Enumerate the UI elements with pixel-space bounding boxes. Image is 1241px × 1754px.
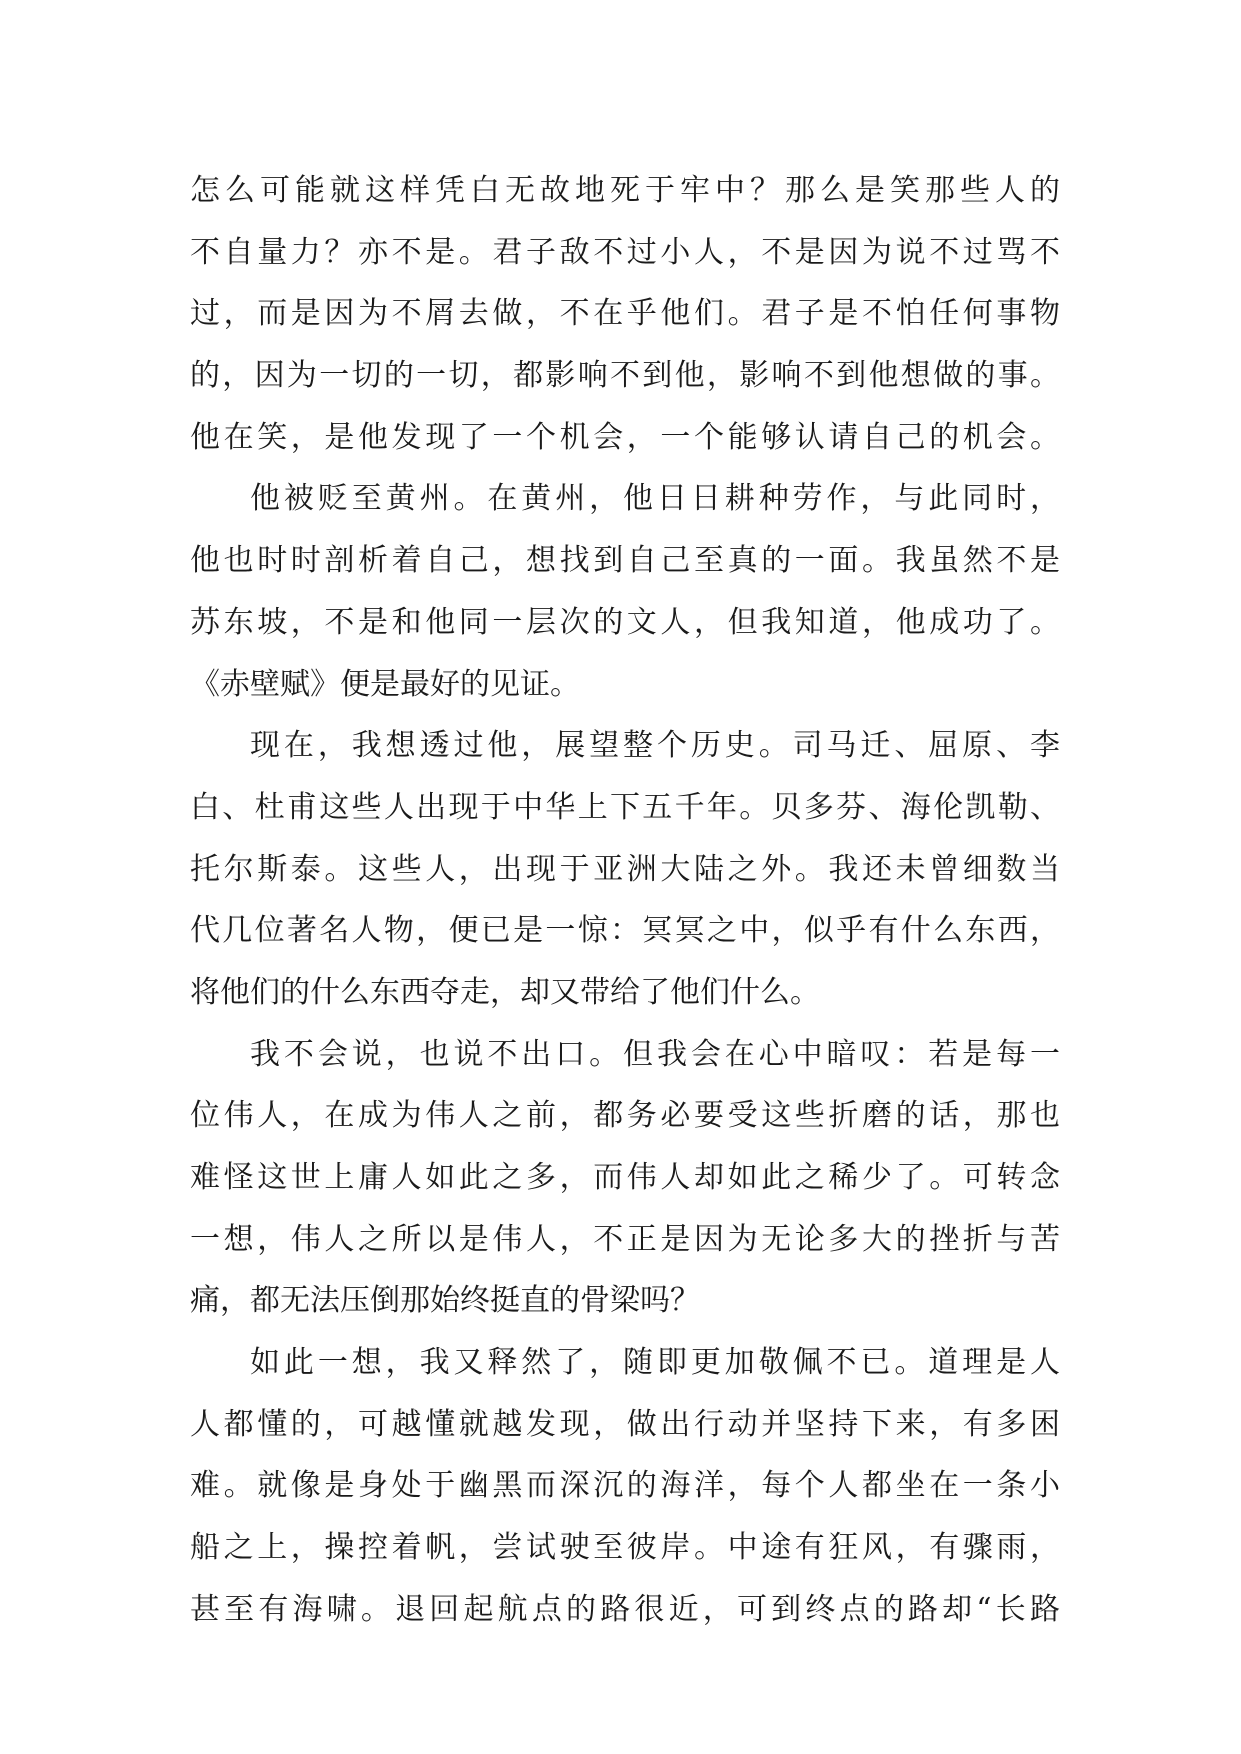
text-line: 船之上，操控着帆，尝试驶至彼岸。中途有狂风，有骤雨， [190, 1530, 1060, 1566]
text-line: 白、杜甫这些人出现于中华上下五千年。贝多芬、海伦凯勒、 [190, 789, 1060, 825]
text-line: 代几位著名人物，便已是一惊：冥冥之中，似乎有什么东西， [190, 913, 1060, 949]
text-line: 不自量力？亦不是。君子敌不过小人，不是因为说不过骂不 [190, 234, 1060, 270]
text-line: 怎么可能就这样凭白无故地死于牢中？那么是笑那些人的 [190, 173, 1060, 208]
text-line: 难怪这世上庸人如此之多，而伟人却如此之稀少了。可转念 [190, 1160, 1060, 1195]
paragraph-first-line: 如此一想，我又释然了，随即更加敬佩不已。道理是人 [250, 1345, 1060, 1381]
text-line: 苏东坡，不是和他同一层次的文人，但我知道，他成功了。 [190, 604, 1060, 640]
text-line: 难。就像是身处于幽黑而深沉的海洋，每个人都坐在一条小 [190, 1468, 1060, 1504]
paragraph-last-line: 将他们的什么东西夺走，却又带给了他们什么。 [190, 974, 820, 1010]
text-line: 的，因为一切的一切，都影响不到他，影响不到他想做的事。 [190, 358, 1060, 394]
text-line: 一想，伟人之所以是伟人，不正是因为无论多大的挫折与苦 [190, 1221, 1060, 1257]
paragraph-last-line: 痛，都无法压倒那始终挺直的骨梁吗？ [190, 1283, 700, 1319]
paragraph-first-line: 他被贬至黄州。在黄州，他日日耕种劳作，与此同时， [250, 481, 1060, 517]
text-line: 位伟人，在成为伟人之前，都务必要受这些折磨的话，那也 [190, 1098, 1060, 1134]
text-line: 甚至有海啸。退回起航点的路很近，可到终点的路却“长路 [190, 1591, 1060, 1627]
text-line: 他也时时剖析着自己，想找到自己至真的一面。我虽然不是 [190, 543, 1060, 579]
paragraph-last-line: 《赤壁赋》便是最好的见证。 [190, 666, 580, 702]
text-line: 他在笑，是他发现了一个机会，一个能够认请自己的机会。 [190, 419, 1060, 455]
paragraph-first-line: 现在，我想透过他，展望整个历史。司马迁、屈原、李 [250, 728, 1060, 764]
essay-body [190, 160, 1060, 1641]
text-line: 过，而是因为不屑去做，不在乎他们。君子是不怕任何事物 [190, 296, 1060, 332]
text-line: 托尔斯泰。这些人，出现于亚洲大陆之外。我还未曾细数当 [190, 851, 1060, 887]
paragraph-first-line: 我不会说，也说不出口。但我会在心中暗叹：若是每一 [250, 1036, 1060, 1072]
text-line: 人都懂的，可越懂就越发现，做出行动并坚持下来，有多困 [190, 1406, 1060, 1442]
